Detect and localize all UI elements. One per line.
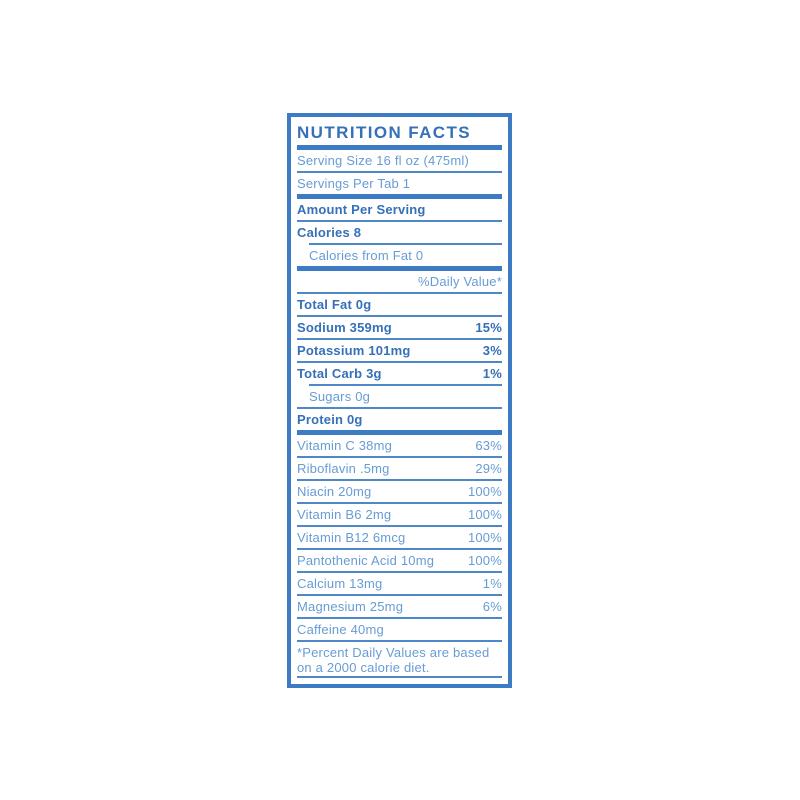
percent-value: 100% [467, 507, 502, 522]
nutrient-name: Potassium 101mg [297, 343, 411, 358]
percent-value: 15% [475, 320, 502, 335]
amount-per-serving-header [297, 199, 502, 220]
nutrient-row-protein [297, 409, 502, 430]
nutrient-name: Sodium 359mg [297, 320, 392, 335]
nutrient-row-pantothenic-acid [297, 550, 502, 571]
nutrient-row-niacin [297, 481, 502, 502]
calories-text: Calories 8 [297, 225, 362, 240]
calories-from-fat-text: Calories from Fat 0 [309, 248, 424, 263]
nutrient-row-vitamin-c [297, 435, 502, 456]
calories-row [297, 222, 502, 243]
amount-per-serving-text: Amount Per Serving [297, 202, 426, 217]
nutrient-row-vitamin-b6 [297, 504, 502, 525]
nutrient-row-sodium [297, 317, 502, 338]
daily-value-header [297, 271, 502, 292]
percent-value: 1% [482, 366, 502, 381]
rule-line [297, 676, 502, 678]
nutrient-row-magnesium [297, 596, 502, 617]
percent-value: 1% [482, 576, 502, 591]
daily-value-header-text: %Daily Value* [417, 274, 502, 289]
percent-value: 63% [475, 438, 502, 453]
footnote: *Percent Daily Values are based on a 2000 calorie diet. [297, 645, 490, 675]
nutrient-name: Total Fat 0g [297, 297, 372, 312]
nutrient-row-sugars [297, 386, 502, 407]
nutrient-row-caffeine [297, 619, 502, 640]
percent-value: 100% [467, 530, 502, 545]
nutrition-facts-panel [287, 113, 512, 688]
nutrient-row-total-carb [297, 363, 502, 384]
calories-from-fat-row [297, 245, 502, 266]
nutrient-name: Caffeine 40mg [297, 622, 384, 637]
nutrient-name: Total Carb 3g [297, 366, 382, 381]
percent-value: 29% [475, 461, 502, 476]
serving-size-row [297, 150, 502, 171]
nutrient-name: Pantothenic Acid 10mg [297, 553, 435, 568]
percent-value: 100% [467, 553, 502, 568]
nutrient-name: Vitamin C 38mg [297, 438, 393, 453]
nutrient-row-potassium [297, 340, 502, 361]
nutrient-name: Riboflavin .5mg [297, 461, 390, 476]
nutrient-name: Sugars 0g [309, 389, 371, 404]
percent-value: 100% [467, 484, 502, 499]
nutrient-name: Vitamin B6 2mg [297, 507, 392, 522]
label-title: NUTRITION FACTS [297, 123, 471, 142]
nutrient-name: Vitamin B12 6mcg [297, 530, 406, 545]
servings-per-text: Servings Per Tab 1 [297, 176, 411, 191]
nutrient-name: Magnesium 25mg [297, 599, 404, 614]
percent-value: 3% [482, 343, 502, 358]
nutrient-row-calcium [297, 573, 502, 594]
percent-value: 6% [482, 599, 502, 614]
nutrient-name: Calcium 13mg [297, 576, 383, 591]
servings-per-row [297, 173, 502, 194]
nutrient-row-vitamin-b12 [297, 527, 502, 548]
nutrient-name: Niacin 20mg [297, 484, 372, 499]
nutrient-row-riboflavin [297, 458, 502, 479]
nutrient-row-total-fat [297, 294, 502, 315]
serving-size-text: Serving Size 16 fl oz (475ml) [297, 153, 469, 168]
nutrient-name: Protein 0g [297, 412, 363, 427]
